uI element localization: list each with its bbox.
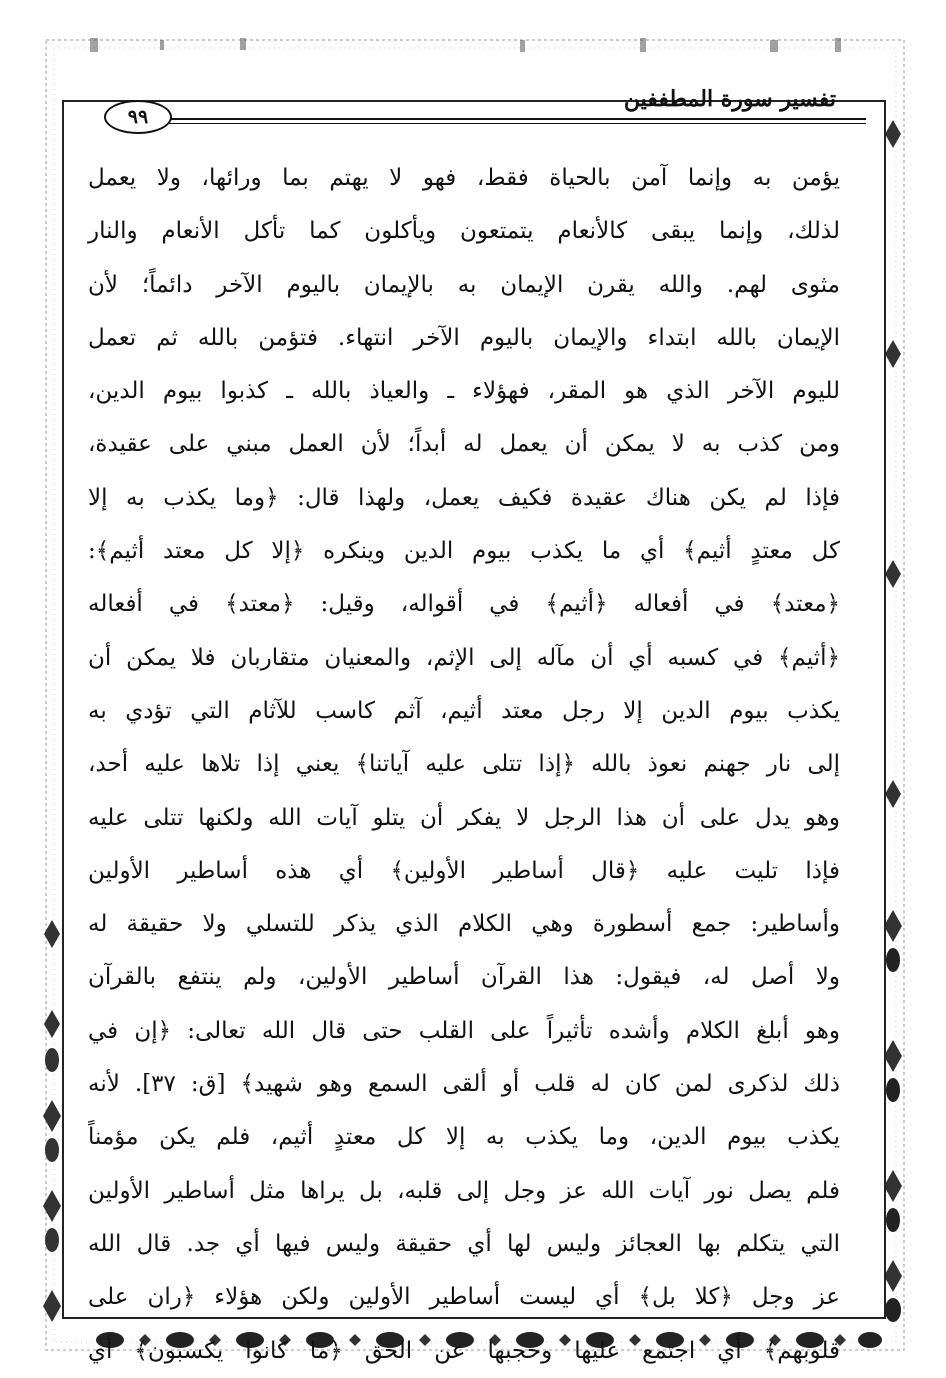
text-line: يؤمن به وإنما آمن بالحياة فقط، فهو لا يهتم بما ورائها، ولا يعمل — [88, 165, 840, 191]
text-line: وهو يدل على أن هذا الرجل لا يفكر أن يتلو آيات الله ولكنها تتلى عليه — [88, 804, 840, 831]
text-line: إلى نار جهنم نعوذ بالله ﴿إذا تتلى عليه آياتنا﴾ يعني إذا تلاها عليه أحد، — [88, 751, 840, 778]
body-text — [88, 152, 840, 1378]
text-line: يكذب بيوم الدين إلا رجل معتد أثيم، آثم كاسب للآثام التي تؤدي به — [88, 697, 840, 724]
text-line: فإذا تليت عليه ﴿قال أساطير الأولين﴾ أي هذه أساطير الأولين — [88, 857, 840, 884]
text-line: قلوبهم﴾ أي اجتمع عليها وحجبها عن الحق ﴿ما كانوا يكسبون﴾ أي — [88, 1337, 840, 1364]
text-line: ومن كذب به لا يمكن أن يعمل له أبداً؛ لأن العمل مبني على عقيدة، — [88, 431, 841, 458]
header-rule — [168, 118, 866, 124]
text-line: فلم يصل نور آيات الله عز وجل إلى قلبه، بل يراها مثل أساطير الأولين — [88, 1177, 840, 1204]
running-title: تفسير سورة المطففين — [623, 86, 836, 112]
text-line: لليوم الآخر الذي هو المقر، فهؤلاء ـ والعياذ بالله ـ كذبوا بيوم الدين، — [88, 378, 840, 405]
text-line: لذلك، وإنما يبقى كالأنعام يتمتعون ويأكلون كما تأكل الأنعام والنار — [88, 218, 840, 245]
text-line: مثوى لهم. والله يقرن الإيمان به بالإيمان باليوم الآخر دائماً؛ لأن — [88, 271, 840, 298]
text-line: ولا أصل له، فيقول: هذا القرآن أساطير الأولين، ولم ينتفع بالقرآن — [88, 964, 840, 991]
text-line: يكذب بيوم الدين، وما يكذب به إلا كل معتدٍ أثيم، فلم يكن مؤمناً — [88, 1124, 840, 1151]
text-line: وأساطير: جمع أسطورة وهي الكلام الذي يذكر للتسلي ولا حقيقة له — [88, 911, 840, 938]
page-number: ٩٩ — [104, 100, 172, 134]
text-line: ﴿أثيم﴾ في كسبه أي أن مآله إلى الإثم، والمعنيان متقاربان فلا يمكن أن — [88, 644, 840, 671]
text-line: كل معتدٍ أثيم﴾ أي ما يكذب بيوم الدين وينكره ﴿إلا كل معتد أثيم﴾: — [88, 538, 840, 565]
text-line: التي يتكلم بها العجائز وليس لها أي حقيقة وليس فيها أي جد. قال الله — [88, 1230, 840, 1257]
text-line: عز وجل ﴿كلا بل﴾ أي ليست أساطير الأولين ولكن هؤلاء ﴿ران على — [88, 1284, 840, 1311]
text-line: ذلك لذكرى لمن كان له قلب أو ألقى السمع وهو شهيد﴾ [ق: ٣٧]. لأنه — [88, 1071, 840, 1098]
page-header — [96, 80, 866, 130]
text-line: فإذا لم يكن هناك عقيدة فكيف يعمل، ولهذا قال: ﴿وما يكذب به إلا — [88, 484, 840, 511]
text-line: الإيمان بالله ابتداء والإيمان باليوم الآخر انتهاء. فتؤمن بالله ثم تعمل — [88, 324, 840, 351]
text-line: ﴿معتد﴾ في أفعاله ﴿أثيم﴾ في أقواله، وقيل: ﴿معتد﴾ في أفعاله — [88, 591, 840, 618]
text-line: وهو أبلغ الكلام وأشده تأثيراً على القلب حتى قال الله تعالى: ﴿إن في — [88, 1017, 840, 1044]
